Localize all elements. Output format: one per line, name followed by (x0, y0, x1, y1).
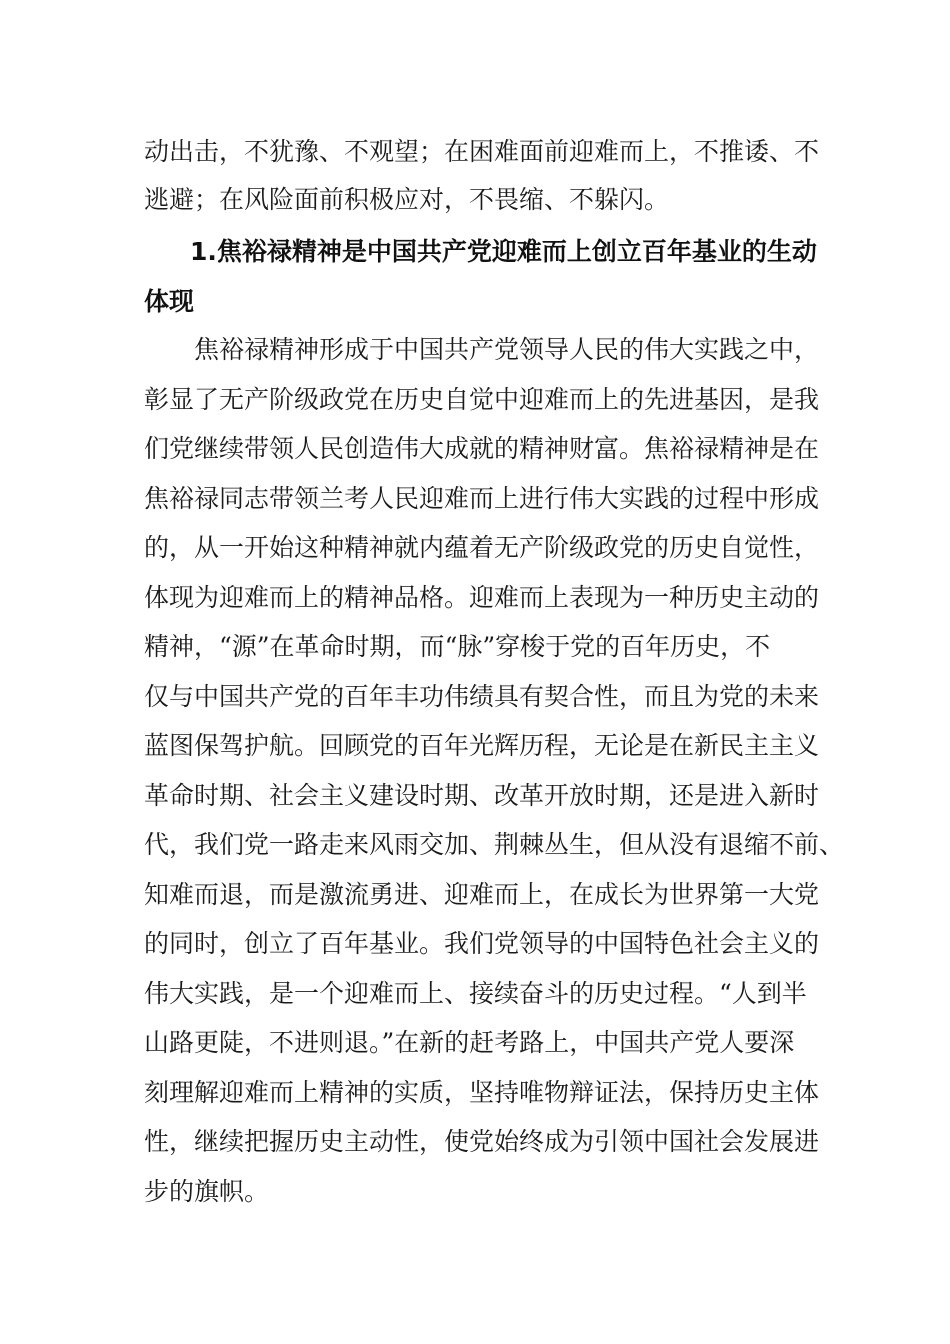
paragraph-line: 革命时期、社会主义建设时期、改革开放时期，还是进入新时 (144, 781, 820, 810)
paragraph-line: 们党继续带领人民创造伟大成就的精神财富。焦裕禄精神是在 (144, 434, 820, 463)
paragraph-line: 刻理解迎难而上精神的实质，坚持唯物辩证法，保持历史主体 (144, 1078, 820, 1107)
paragraph-line: 动出击，不犹豫、不观望；在困难面前迎难而上，不推诿、不 (144, 137, 820, 166)
heading-line: 体现 (144, 287, 195, 316)
paragraph-line: 的同时，创立了百年基业。我们党领导的中国特色社会主义的 (144, 929, 820, 958)
paragraph-line: 彰显了无产阶级政党在历史自觉中迎难而上的先进基因，是我 (144, 385, 820, 414)
paragraph-line: 仅与中国共产党的百年丰功伟绩具有契合性，而且为党的未来 (144, 682, 820, 711)
paragraph-line: 步的旗帜。 (144, 1177, 270, 1206)
paragraph-line: 精神，“源”在革命时期，而“脉”穿梭于党的百年历史，不 (144, 632, 771, 661)
paragraph-line: 体现为迎难而上的精神品格。迎难而上表现为一种历史主动的 (144, 583, 820, 612)
paragraph-line: 逃避；在风险面前积极应对，不畏缩、不躲闪。 (144, 185, 670, 214)
paragraph-line: 蓝图保驾护航。回顾党的百年光辉历程，无论是在新民主主义 (144, 731, 820, 760)
paragraph-line: 焦裕禄精神形成于中国共产党领导人民的伟大实践之中， (194, 335, 820, 364)
paragraph-line: 伟大实践，是一个迎难而上、接续奋斗的历史过程。“人到半 (144, 979, 807, 1008)
paragraph-line: 知难而退，而是激流勇进、迎难而上，在成长为世界第一大党 (144, 880, 820, 909)
paragraph-line: 代，我们党一路走来风雨交加、荆棘丛生，但从没有退缩不前、 (144, 830, 845, 859)
paragraph-line: 山路更陡，不进则退。”在新的赶考路上，中国共产党人要深 (144, 1028, 795, 1057)
heading-line: 1.焦裕禄精神是中国共产党迎难而上创立百年基业的生动 (190, 237, 817, 266)
paragraph-line: 焦裕禄同志带领兰考人民迎难而上进行伟大实践的过程中形成 (144, 484, 820, 513)
paragraph-line: 性，继续把握历史主动性，使党始终成为引领中国社会发展进 (144, 1127, 820, 1156)
paragraph-line: 的，从一开始这种精神就内蕴着无产阶级政党的历史自觉性， (144, 533, 820, 562)
